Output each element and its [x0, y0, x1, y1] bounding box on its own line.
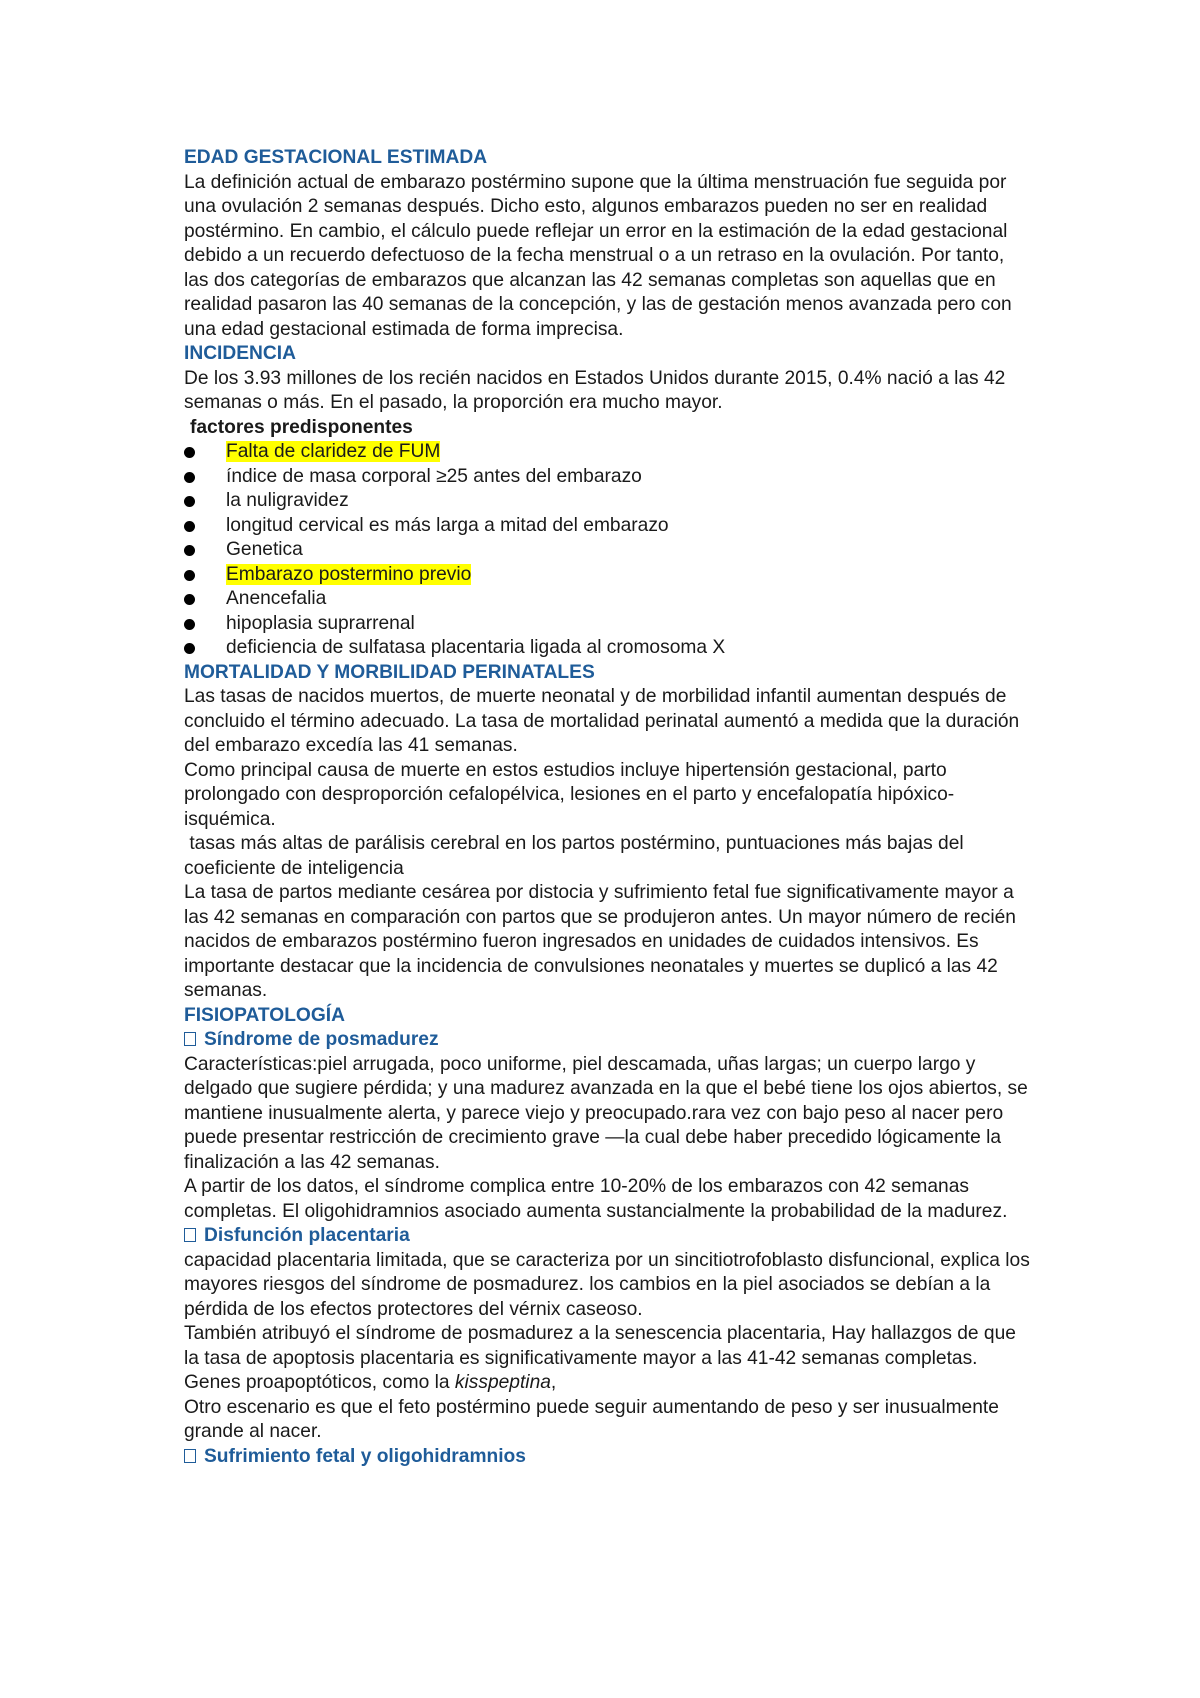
paragraph-disfuncion-3-italic: kisspeptina	[454, 1372, 551, 1393]
list-item-text: Embarazo postermino previo	[226, 563, 472, 585]
paragraph-disfuncion-3-prefix: Genes proapoptóticos, como la	[184, 1372, 455, 1393]
heading-fisiopatologia: FISIOPATOLOGÍA	[184, 1004, 345, 1026]
checkbox-glyph-icon	[184, 1032, 196, 1046]
checkbox-glyph-icon	[184, 1228, 196, 1242]
paragraph-disfuncion-4: Otro escenario es que el feto postérmino puede seguir aumentando de peso y ser inusualmente grande al nacer.	[184, 1396, 999, 1442]
subheading-sufrimiento	[184, 1445, 1034, 1470]
list-item	[184, 636, 1034, 661]
bullet-icon	[184, 472, 195, 483]
paragraph-posmadurez-2: A partir de los datos, el síndrome complica entre 10-20% de los embarazos con 42 semanas completas. El oligohidramnios asociado aumenta sustancialmente la probabilidad de la madurez.	[184, 1176, 1008, 1222]
subheading-posmadurez-text: Síndrome de posmadurez	[204, 1029, 439, 1050]
list-item-text: índice de masa corporal ≥25 antes del embarazo	[226, 465, 642, 487]
subheading-sufrimiento-text: Sufrimiento fetal y oligohidramnios	[204, 1445, 526, 1467]
heading-mortalidad: MORTALIDAD Y MORBILIDAD PERINATALES	[184, 661, 595, 683]
list-item-text: deficiencia de sulfatasa placentaria ligada al cromosoma X	[226, 637, 726, 658]
list-item	[184, 489, 1034, 514]
document-page	[184, 146, 1034, 1469]
bullet-icon	[184, 594, 195, 605]
bullet-icon	[184, 447, 195, 458]
factores-list	[184, 440, 1034, 661]
list-item-text: longitud cervical es más larga a mitad del embarazo	[226, 514, 669, 536]
list-item	[184, 465, 1034, 490]
list-item-text: Anencefalia	[226, 588, 327, 609]
list-item-text: Falta de claridez de FUM	[226, 441, 441, 462]
bullet-icon	[184, 496, 195, 507]
checkbox-glyph-icon	[184, 1449, 196, 1463]
bullet-icon	[184, 545, 195, 556]
paragraph-edad-gestacional: La definición actual de embarazo postérmino supone que la última menstruación fue seguida por una ovulación 2 semanas después. Dicho esto, algunos embarazos pueden no ser en realidad postérmino. En cambio, el cálculo puede reflejar un error en la estimación de la edad gestacional debido a un recuerdo defectuoso de la fecha menstrual o a un retraso en la ovulación. Por tanto, las dos categorías de embarazos que alcanzan las 42 semanas completas son aquellas que en realidad pasaron las 40 semanas de la concepción, y las de gestación menos avanzada pero con una edad gestacional estimada de forma imprecisa.	[184, 171, 1012, 340]
list-item	[184, 440, 1034, 465]
list-item	[184, 612, 1034, 637]
paragraph-mortalidad-3: tasas más altas de parálisis cerebral en los partos postérmino, puntuaciones más bajas del coeficiente de inteligencia	[184, 833, 969, 879]
heading-incidencia: INCIDENCIA	[184, 343, 296, 364]
bullet-icon	[184, 521, 195, 532]
bullet-icon	[184, 643, 195, 654]
paragraph-disfuncion-2: También atribuyó el síndrome de posmadurez a la senescencia placentaria, Hay hallazgos de que la tasa de apoptosis placentaria es significativamente mayor a las 41-42 semanas completas.	[184, 1323, 1016, 1369]
bullet-icon	[184, 570, 195, 581]
subheading-disfuncion-text: Disfunción placentaria	[204, 1225, 410, 1246]
subheading-posmadurez	[184, 1028, 1034, 1053]
paragraph-mortalidad-4: La tasa de partos mediante cesárea por distocia y sufrimiento fetal fue significativamente mayor a las 42 semanas en comparación con partos que se produjeron antes. Un mayor número de recién nacidos de embarazos postérmino fueron ingresados en unidades de cuidados intensivos. Es importante destacar que la incidencia de convulsiones neonatales y muertes se duplicó a las 42 semanas.	[184, 882, 1016, 1001]
paragraph-disfuncion-3	[184, 1371, 1034, 1396]
list-item	[184, 563, 1034, 588]
paragraph-mortalidad-1: Las tasas de nacidos muertos, de muerte neonatal y de morbilidad infantil aumentan después de concluido el término adecuado. La tasa de mortalidad perinatal aumentó a medida que la duración del embarazo excedía las 41 semanas.	[184, 686, 1020, 756]
bullet-icon	[184, 619, 195, 630]
list-item-text: la nuligravidez	[226, 490, 349, 511]
heading-factores-predisponentes: factores predisponentes	[190, 416, 413, 438]
list-item	[184, 514, 1034, 539]
subheading-disfuncion	[184, 1224, 1034, 1249]
list-item	[184, 538, 1034, 563]
paragraph-mortalidad-2: Como principal causa de muerte en estos estudios incluye hipertensión gestacional, parto prolongado con desproporción cefalopélvica, lesiones en el parto y encefalopatía hipóxico-isquémica.	[184, 759, 955, 830]
heading-edad-gestacional: EDAD GESTACIONAL ESTIMADA	[184, 147, 488, 168]
paragraph-disfuncion-1: capacidad placentaria limitada, que se caracteriza por un sincitiotrofoblasto disfuncional, explica los mayores riesgos del síndrome de posmadurez. los cambios en la piel asociados se debían a la pérdida de los efectos protectores del vérnix caseoso.	[184, 1249, 1030, 1320]
paragraph-posmadurez-1: Características:piel arrugada, poco uniforme, piel descamada, uñas largas; un cuerpo largo y delgado que sugiere pérdida; y una madurez avanzada en la que el bebé tiene los ojos abiertos, se mantiene inusualmente alerta, y parece viejo y preocupado.rara vez con bajo peso al nacer pero puede presentar restricción de crecimiento grave —la cual debe haber precedido lógicamente la finalización a las 42 semanas.	[184, 1053, 1028, 1173]
list-item	[184, 587, 1034, 612]
paragraph-disfuncion-3-suffix: ,	[550, 1372, 557, 1393]
list-item-text: hipoplasia suprarrenal	[226, 612, 415, 634]
list-item-text: Genetica	[226, 539, 303, 560]
paragraph-incidencia: De los 3.93 millones de los recién nacidos en Estados Unidos durante 2015, 0.4% nació a las 42 semanas o más. En el pasado, la proporción era mucho mayor.	[184, 367, 1006, 413]
